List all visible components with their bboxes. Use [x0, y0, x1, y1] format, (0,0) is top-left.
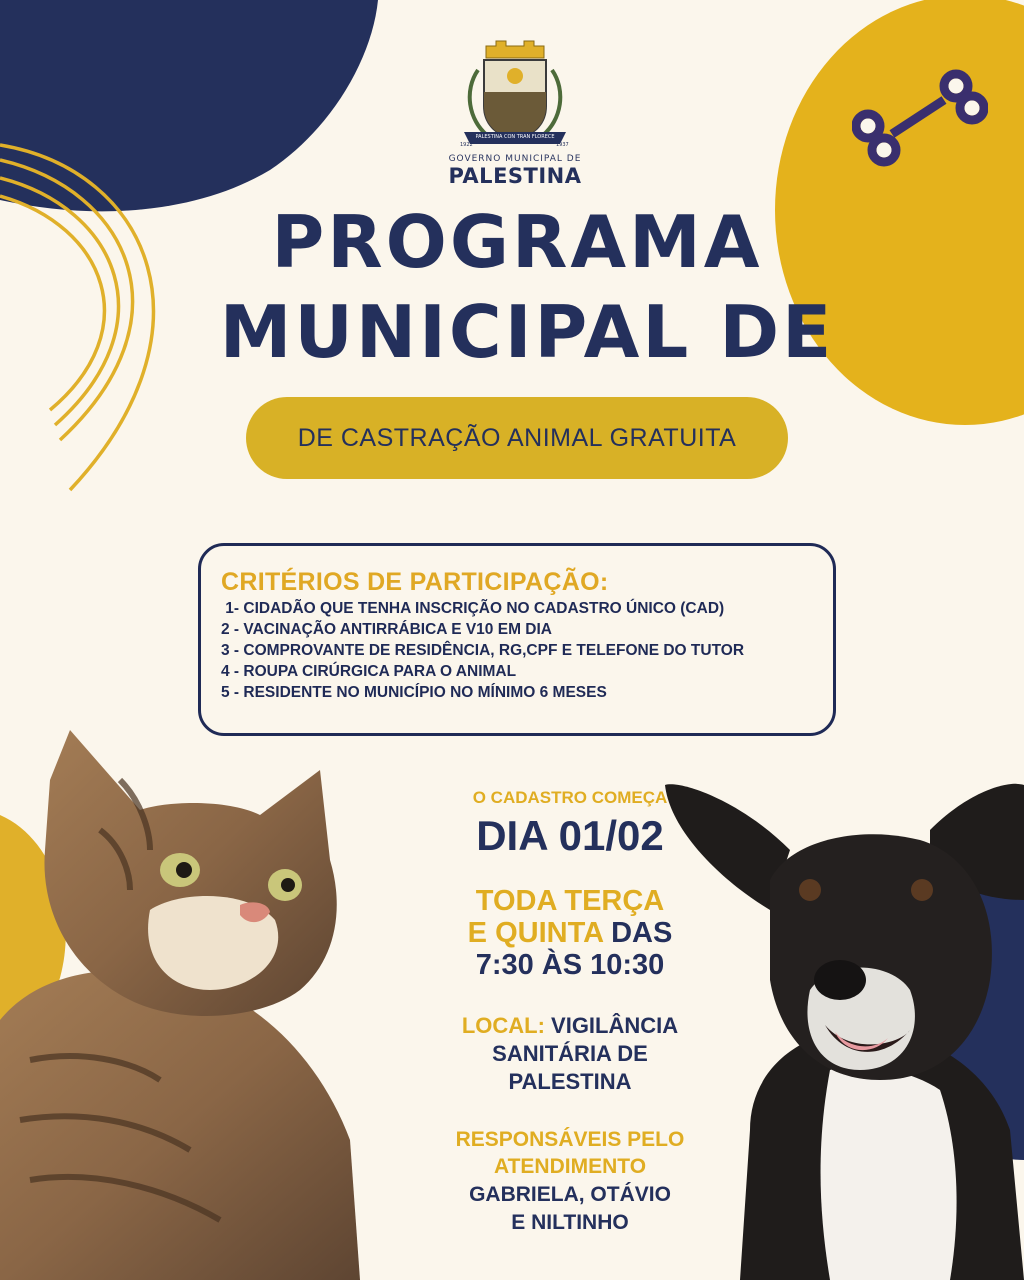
subtitle-pill-text: DE CASTRAÇÃO ANIMAL GRATUITA	[297, 423, 737, 452]
location-line-1: VIGILÂNCIA	[544, 1013, 679, 1038]
responsible-label	[360, 1126, 780, 1180]
location-line-3: PALESTINA	[508, 1069, 632, 1094]
days-line-1: TODA TERÇA	[475, 885, 665, 917]
criteria-item: 2 - VACINAÇÃO ANTIRRÁBICA E V10 EM DIA	[221, 621, 552, 638]
title-line-1: PROGRAMA	[271, 200, 763, 284]
criteria-item: 3 - COMPROVANTE DE RESIDÊNCIA, RG,CPF E TELEFONE DO TUTOR	[221, 642, 745, 659]
location-label: LOCAL:	[461, 1013, 545, 1038]
responsible-label-1: RESPONSÁVEIS PELO	[455, 1128, 685, 1151]
criteria-item: 5 - RESIDENTE NO MUNICÍPIO NO MÍNIMO 6 MESES	[221, 684, 607, 701]
responsible-names	[360, 1181, 780, 1237]
schedule-hours: 7:30 ÀS 10:30	[475, 949, 665, 981]
municipal-logo	[430, 40, 600, 188]
crest-motto: PALESTINA CON TRAN FLORECE	[475, 134, 555, 140]
responsible-names-1: GABRIELA, OTÁVIO	[469, 1183, 671, 1206]
cadastro-label: O CADASTRO COMEÇA	[472, 788, 668, 807]
bone-icon	[852, 64, 988, 172]
responsible-names-2: E NILTINHO	[511, 1211, 629, 1234]
cadastro-date: DIA 01/02	[476, 812, 664, 859]
days-line-2-gold: E QUINTA	[467, 917, 604, 949]
criteria-box	[198, 543, 836, 736]
crest-year-left: 1922	[460, 142, 473, 148]
gov-name: PALESTINA	[448, 164, 582, 188]
criteria-heading: CRITÉRIOS DE PARTICIPAÇÃO:	[221, 568, 609, 596]
schedule-days	[360, 885, 780, 981]
title-line-2: MUNICIPAL DE	[219, 290, 835, 374]
days-line-2-navy: DAS	[603, 917, 673, 949]
location-line-2: SANITÁRIA DE	[492, 1041, 648, 1066]
responsible-label-2: ATENDIMENTO	[493, 1155, 647, 1178]
cat-photo	[0, 720, 380, 1280]
criteria-item: 1- CIDADÃO QUE TENHA INSCRIÇÃO NO CADASTRO ÚNICO (CAD)	[221, 600, 725, 617]
criteria-item: 4 - ROUPA CIRÚRGICA PARA O ANIMAL	[221, 663, 517, 680]
location-block	[360, 1012, 780, 1096]
gov-line: GOVERNO MUNICIPAL DE	[448, 154, 582, 164]
crest-year-right: 1937	[556, 142, 569, 148]
subtitle-pill	[246, 397, 788, 479]
